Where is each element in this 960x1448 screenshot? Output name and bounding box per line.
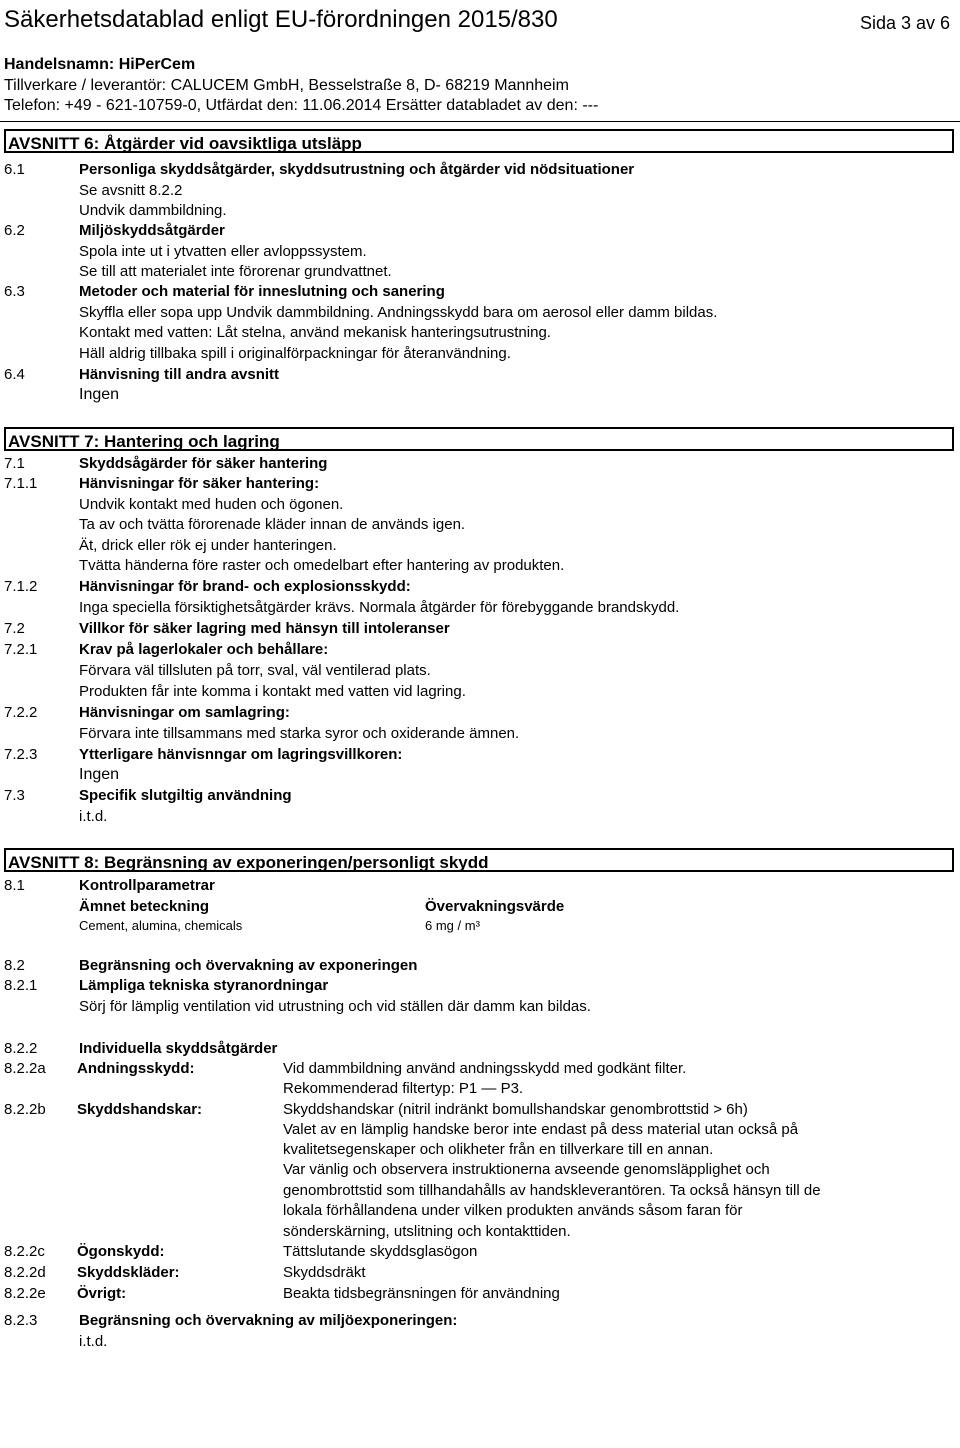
heading-6-3: Metoder och material för inneslutning och sanering bbox=[79, 283, 445, 300]
item-number: 6.4 bbox=[4, 366, 25, 383]
heading-8-2-2: Individuella skyddsåtgärder bbox=[79, 1040, 278, 1057]
table-header-limit: Övervakningsvärde bbox=[425, 898, 565, 915]
section-6-title: AVSNITT 6: Åtgärder vid oavsiktliga utsläpp bbox=[8, 134, 362, 153]
text-line: Ät, drick eller rök ej under hanteringen. bbox=[79, 537, 337, 554]
item-number: 8.2.2b bbox=[4, 1101, 46, 1118]
text-line: i.t.d. bbox=[79, 808, 108, 825]
text-line: Förvara inte tillsammans med starka syror och oxiderande ämnen. bbox=[79, 725, 520, 742]
text-line: Tvätta händerna före raster och omedelbart efter hantering av produkten. bbox=[79, 557, 565, 574]
item-number: 7.1.1 bbox=[4, 475, 38, 492]
heading-6-4: Hänvisning till andra avsnitt bbox=[79, 366, 280, 383]
heading-7-1-1: Hänvisningar för säker hantering: bbox=[79, 475, 320, 492]
text-line: Ta av och tvätta förorenade kläder innan de används igen. bbox=[79, 516, 466, 533]
text-line: Inga speciella försiktighetsåtgärder krävs. Normala åtgärder för förebyggande brandskydd. bbox=[79, 599, 680, 616]
text-line: Se till att materialet inte förorenar grundvattnet. bbox=[79, 263, 392, 280]
text-line: Ingen bbox=[79, 386, 120, 403]
item-number: 8.2.2e bbox=[4, 1285, 46, 1302]
heading-7-2-2: Hänvisningar om samlagring: bbox=[79, 704, 290, 721]
text-line: sönderskärning, utslitning och kontakttiden. bbox=[283, 1223, 571, 1240]
table-header-substance: Ämnet beteckning bbox=[79, 898, 210, 915]
heading-7-1: Skyddsågärder för säker hantering bbox=[79, 455, 328, 472]
heading-6-1: Personliga skyddsåtgärder, skyddsutrustning och åtgärder vid nödsituationer bbox=[79, 161, 635, 178]
text-line: genombrottstid som tillhandahålls av handskleverantören. Ta också hänsyn till de bbox=[283, 1182, 821, 1199]
item-number: 7.2.2 bbox=[4, 704, 38, 721]
section-8-header bbox=[4, 848, 954, 872]
label-eye-protection: Ögonskydd: bbox=[77, 1243, 165, 1260]
header-rule bbox=[0, 121, 960, 122]
item-number: 8.1 bbox=[4, 877, 25, 894]
text-line: Ingen bbox=[79, 766, 120, 783]
text-line: Valet av en lämplig handske beror inte endast på dess material utan också på bbox=[283, 1121, 799, 1138]
heading-7-2-3: Ytterligare hänvisnngar om lagringsvillkoren: bbox=[79, 746, 403, 763]
heading-6-2: Miljöskyddsåtgärder bbox=[79, 222, 225, 239]
item-number: 8.2.2d bbox=[4, 1264, 46, 1281]
section-7-title: AVSNITT 7: Hantering och lagring bbox=[8, 432, 280, 451]
text-line: Häll aldrig tillbaka spill i originalförpackningar för återanvändning. bbox=[79, 345, 511, 362]
item-number: 7.1.2 bbox=[4, 578, 38, 595]
text-line: i.t.d. bbox=[79, 1333, 108, 1350]
label-other: Övrigt: bbox=[77, 1285, 127, 1302]
text-line: Sörj för lämplig ventilation vid utrustning och vid ställen där damm kan bildas. bbox=[79, 998, 591, 1015]
label-gloves: Skyddshandskar: bbox=[77, 1101, 203, 1118]
heading-7-3: Specifik slutgiltig användning bbox=[79, 787, 292, 804]
section-6-header bbox=[4, 129, 954, 153]
heading-8-1: Kontrollparametrar bbox=[79, 877, 215, 894]
table-cell-substance: Cement, alumina, chemicals bbox=[79, 918, 243, 933]
heading-7-2: Villkor för säker lagring med hänsyn till intoleranser bbox=[79, 620, 450, 637]
text-line: Skyffla eller sopa upp Undvik dammbildning. Andningsskydd bara om aerosol eller damm bildas. bbox=[79, 304, 718, 321]
text-line: kvalitetsegenskaper och olikheter från en tillverkare till en annan. bbox=[283, 1141, 714, 1158]
heading-7-1-2: Hänvisningar för brand- och explosionsskydd: bbox=[79, 578, 411, 595]
label-respiratory: Andningsskydd: bbox=[77, 1060, 195, 1077]
text-line: Kontakt med vatten: Låt stelna, använd mekanisk hanteringsutrustning. bbox=[79, 324, 551, 341]
item-number: 8.2.2c bbox=[4, 1243, 45, 1260]
item-number: 8.2.2 bbox=[4, 1040, 38, 1057]
text-line: Se avsnitt 8.2.2 bbox=[79, 182, 183, 199]
text-line: Rekommenderad filtertyp: P1 — P3. bbox=[283, 1080, 524, 1097]
page-number: Sida 3 av 6 bbox=[860, 13, 951, 33]
item-number: 6.3 bbox=[4, 283, 25, 300]
document-title: Säkerhetsdatablad enligt EU-förordningen 2015/830 bbox=[4, 6, 558, 33]
item-number: 7.2.1 bbox=[4, 641, 38, 658]
heading-8-2: Begränsning och övervakning av exponeringen bbox=[79, 957, 418, 974]
section-8-title: AVSNITT 8: Begränsning av exponeringen/personligt skydd bbox=[8, 853, 489, 872]
heading-8-2-3: Begränsning och övervakning av miljöexponeringen: bbox=[79, 1312, 458, 1329]
text-line: Produkten får inte komma i kontakt med vatten vid lagring. bbox=[79, 683, 466, 700]
item-number: 8.2.1 bbox=[4, 977, 38, 994]
heading-8-2-1: Lämpliga tekniska styranordningar bbox=[79, 977, 329, 994]
text-line: Tättslutande skyddsglasögon bbox=[283, 1243, 478, 1260]
text-line: Spola inte ut i ytvatten eller avloppssystem. bbox=[79, 243, 367, 260]
text-line: Beakta tidsbegränsningen för användning bbox=[283, 1285, 560, 1302]
item-number: 8.2.2a bbox=[4, 1060, 46, 1077]
text-line: lokala förhållandena under vilken produkten används såsom faran för bbox=[283, 1202, 743, 1219]
item-number: 7.2 bbox=[4, 620, 25, 637]
text-line: Vid dammbildning använd andningsskydd med godkänt filter. bbox=[283, 1060, 687, 1077]
item-number: 8.2.3 bbox=[4, 1312, 38, 1329]
manufacturer-line: Tillverkare / leverantör: CALUCEM GmbH, Besselstraße 8, D- 68219 Mannheim bbox=[4, 77, 569, 94]
table-cell-limit: 6 mg / m³ bbox=[425, 918, 480, 933]
phone-line: Telefon: +49 - 621-10759-0, Utfärdat den: 11.06.2014 Ersätter databladet av den: --- bbox=[4, 97, 599, 114]
label-protective-clothing: Skyddskläder: bbox=[77, 1264, 180, 1281]
item-number: 6.2 bbox=[4, 222, 25, 239]
trade-name: Handelsnamn: HiPerCem bbox=[4, 56, 196, 73]
item-number: 7.3 bbox=[4, 787, 25, 804]
heading-7-2-1: Krav på lagerlokaler och behållare: bbox=[79, 641, 329, 658]
text-line: Skyddsdräkt bbox=[283, 1264, 366, 1281]
text-line: Undvik dammbildning. bbox=[79, 202, 227, 219]
section-7-header bbox=[4, 427, 954, 451]
item-number: 6.1 bbox=[4, 161, 25, 178]
text-line: Var vänlig och observera instruktionerna avseende genomsläpplighet och bbox=[283, 1161, 770, 1178]
item-number: 7.1 bbox=[4, 455, 25, 472]
text-line: Undvik kontakt med huden och ögonen. bbox=[79, 496, 344, 513]
item-number: 8.2 bbox=[4, 957, 25, 974]
text-line: Förvara väl tillsluten på torr, sval, väl ventilerad plats. bbox=[79, 662, 431, 679]
text-line: Skyddshandskar (nitril indränkt bomullshandskar genombrottstid > 6h) bbox=[283, 1101, 748, 1118]
item-number: 7.2.3 bbox=[4, 746, 38, 763]
